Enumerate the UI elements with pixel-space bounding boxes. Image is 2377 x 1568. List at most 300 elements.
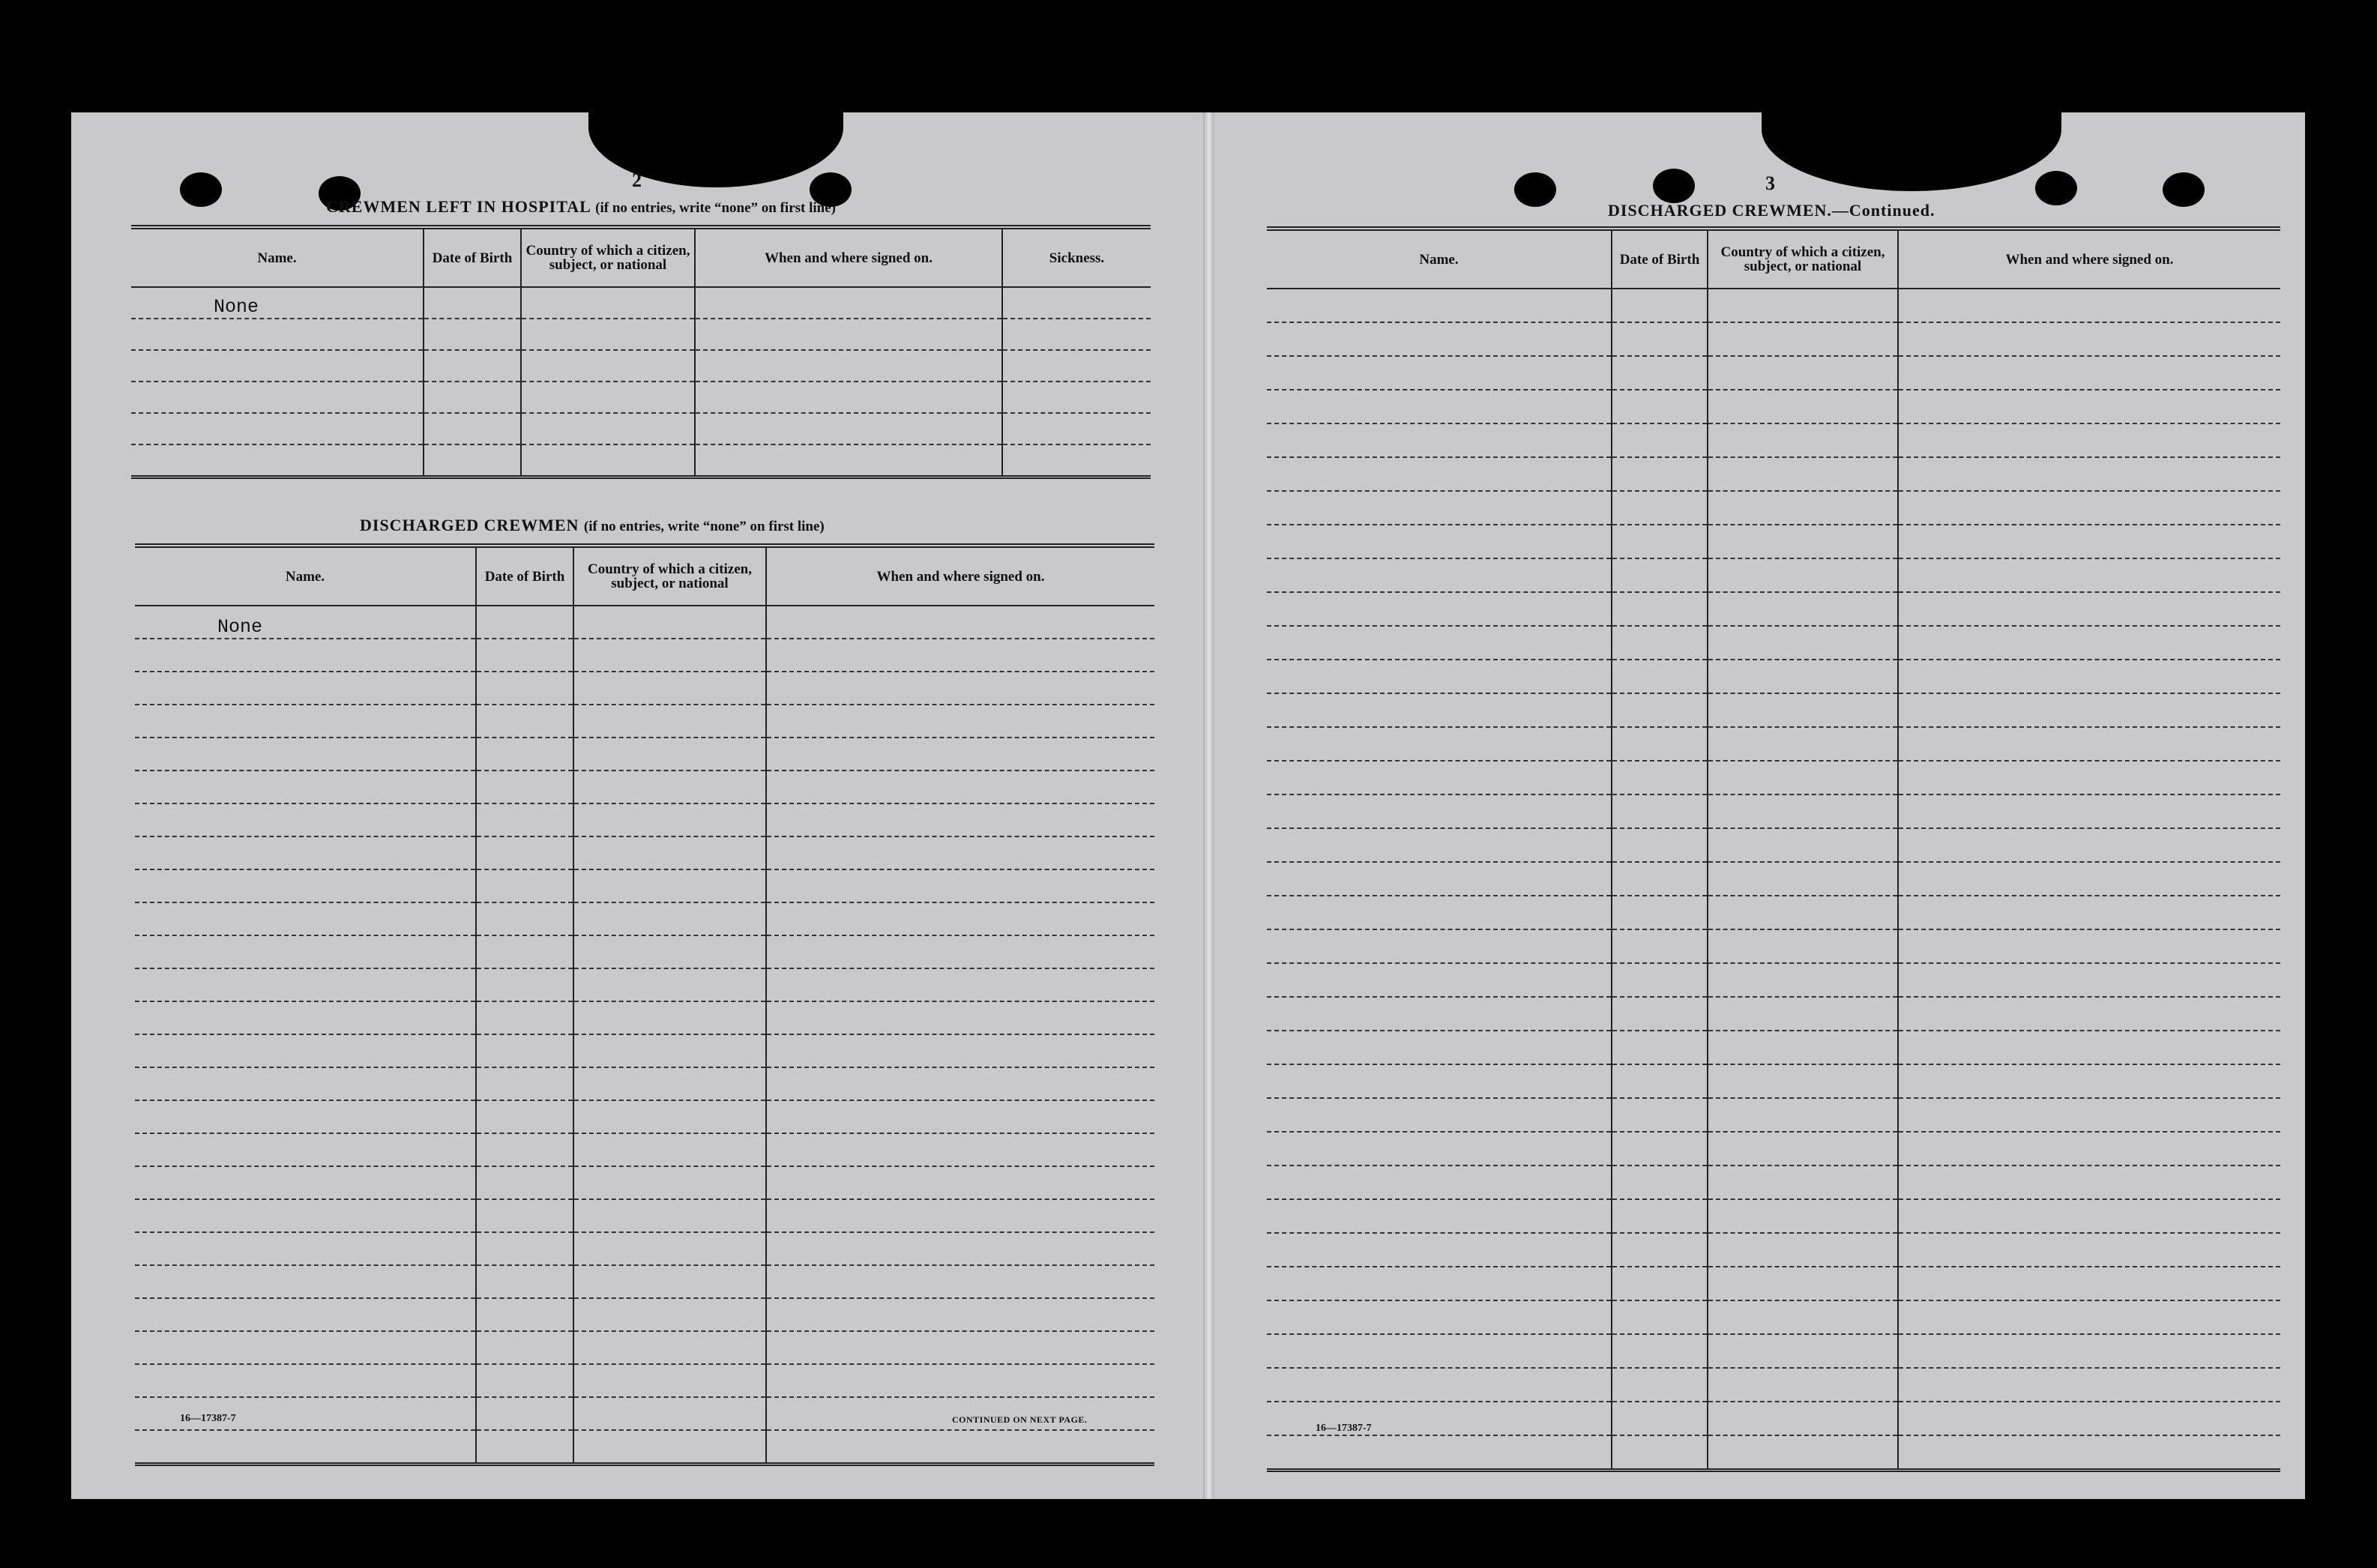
table-row bbox=[135, 869, 1154, 902]
table-cell bbox=[1898, 862, 2280, 896]
table-cell bbox=[573, 1331, 766, 1364]
table-cell bbox=[1267, 761, 1612, 794]
table-cell bbox=[766, 606, 1154, 639]
table-cell bbox=[1708, 1300, 1898, 1334]
table-cell bbox=[1267, 794, 1612, 828]
table-row bbox=[135, 1199, 1154, 1232]
table-cell bbox=[1898, 828, 2280, 862]
table-cell bbox=[695, 413, 1002, 444]
table-cell bbox=[1612, 862, 1708, 896]
table-cell bbox=[1002, 382, 1151, 413]
table-cell bbox=[424, 413, 521, 444]
table-cell bbox=[573, 1067, 766, 1100]
table-cell bbox=[766, 1430, 1154, 1465]
table-cell bbox=[1898, 626, 2280, 660]
table-cell bbox=[1267, 862, 1612, 896]
table-cell bbox=[1898, 963, 2280, 997]
table-cell bbox=[1708, 963, 1898, 997]
table-cell bbox=[1708, 929, 1898, 963]
table-cell bbox=[521, 413, 695, 444]
column-header: Date of Birth bbox=[476, 546, 573, 606]
table-cell bbox=[1898, 929, 2280, 963]
table-cell bbox=[1612, 390, 1708, 423]
table-cell bbox=[1267, 289, 1612, 322]
table-cell bbox=[135, 771, 476, 803]
table-cell bbox=[1708, 390, 1898, 423]
table-cell bbox=[695, 444, 1002, 477]
table-cell bbox=[1708, 1199, 1898, 1233]
table-cell bbox=[1002, 350, 1151, 382]
table-cell bbox=[766, 935, 1154, 968]
table-cell bbox=[573, 639, 766, 672]
table-cell bbox=[1002, 444, 1151, 477]
table-cell bbox=[135, 1001, 476, 1034]
table-cell bbox=[1612, 423, 1708, 457]
table-cell bbox=[135, 1166, 476, 1199]
table-cell bbox=[135, 902, 476, 935]
table-row bbox=[1267, 592, 2280, 626]
table-row bbox=[1267, 660, 2280, 693]
table-cell bbox=[766, 869, 1154, 902]
form-code: 16—17387-7 bbox=[1316, 1423, 1372, 1434]
table-cell bbox=[476, 738, 573, 771]
table-cell bbox=[135, 705, 476, 738]
table-cell bbox=[1898, 423, 2280, 457]
continued-section-title: DISCHARGED CREWMEN.—Continued. bbox=[1608, 201, 1935, 220]
binder-hole bbox=[1653, 169, 1695, 203]
table-cell bbox=[573, 1298, 766, 1331]
table-cell bbox=[1708, 761, 1898, 794]
table-cell bbox=[1267, 1098, 1612, 1132]
table-row bbox=[1267, 1267, 2280, 1300]
table-row bbox=[1267, 1300, 2280, 1334]
table-cell bbox=[1708, 1267, 1898, 1300]
table-cell bbox=[766, 771, 1154, 803]
table-row bbox=[1267, 862, 2280, 896]
table-cell bbox=[1708, 693, 1898, 727]
table-cell bbox=[766, 672, 1154, 705]
table-cell bbox=[1002, 413, 1151, 444]
column-header: Date of Birth bbox=[424, 227, 521, 287]
header-row bbox=[1267, 229, 2280, 289]
table-row bbox=[135, 902, 1154, 935]
table-row bbox=[1267, 322, 2280, 356]
table-row bbox=[1267, 828, 2280, 862]
table-row bbox=[1267, 289, 2280, 322]
table-cell bbox=[1612, 1064, 1708, 1098]
table-cell bbox=[1898, 1098, 2280, 1132]
table-row bbox=[135, 1298, 1154, 1331]
table-cell bbox=[573, 1001, 766, 1034]
table-cell bbox=[1898, 390, 2280, 423]
table-row bbox=[131, 350, 1151, 382]
table-cell bbox=[1708, 1166, 1898, 1199]
table-cell bbox=[1708, 997, 1898, 1031]
table-cell bbox=[135, 1298, 476, 1331]
table-cell bbox=[1612, 1132, 1708, 1166]
table-row bbox=[135, 836, 1154, 869]
table-cell bbox=[1708, 289, 1898, 322]
table-row bbox=[1267, 997, 2280, 1031]
table-cell bbox=[1898, 1368, 2280, 1402]
table-cell bbox=[1267, 322, 1612, 356]
table-cell bbox=[573, 705, 766, 738]
table-cell bbox=[695, 287, 1002, 319]
discharged-title-note: (if no entries, write “none” on first line) bbox=[583, 519, 825, 534]
table-cell bbox=[424, 350, 521, 382]
table-cell bbox=[1612, 1435, 1708, 1471]
table-cell bbox=[766, 1001, 1154, 1034]
table-row bbox=[131, 413, 1151, 444]
table-cell bbox=[1267, 828, 1612, 862]
table-row bbox=[1267, 1233, 2280, 1267]
table-cell bbox=[1898, 1233, 2280, 1267]
table-cell bbox=[1612, 1368, 1708, 1402]
table-row bbox=[131, 382, 1151, 413]
table-cell bbox=[135, 1100, 476, 1133]
table-row bbox=[1267, 1132, 2280, 1166]
table-cell bbox=[1708, 1031, 1898, 1064]
table-cell bbox=[476, 1133, 573, 1166]
table-cell bbox=[1708, 525, 1898, 558]
table-cell bbox=[476, 1166, 573, 1199]
table-cell bbox=[1002, 319, 1151, 350]
table-cell bbox=[424, 287, 521, 319]
table-row bbox=[1267, 1166, 2280, 1199]
table-cell bbox=[1612, 1199, 1708, 1233]
table-cell bbox=[766, 1166, 1154, 1199]
discharged-table bbox=[135, 543, 1154, 1466]
table-cell bbox=[573, 1364, 766, 1397]
table-cell bbox=[1898, 997, 2280, 1031]
column-header: When and where signed on. bbox=[695, 227, 1002, 287]
header-row bbox=[131, 227, 1151, 287]
table-cell bbox=[766, 1265, 1154, 1298]
table-cell bbox=[1612, 929, 1708, 963]
table-cell bbox=[135, 1232, 476, 1265]
page-number: 2 bbox=[632, 169, 642, 191]
table-row bbox=[135, 1133, 1154, 1166]
table-cell bbox=[1898, 794, 2280, 828]
table-cell bbox=[573, 1397, 766, 1430]
table-cell bbox=[766, 836, 1154, 869]
table-cell bbox=[1612, 1166, 1708, 1199]
table-cell bbox=[766, 968, 1154, 1001]
table-cell bbox=[1708, 558, 1898, 592]
table-row bbox=[131, 444, 1151, 477]
table-cell bbox=[476, 869, 573, 902]
table-row bbox=[1267, 423, 2280, 457]
hospital-title-note: (if no entries, write “none” on first line) bbox=[595, 200, 836, 216]
table-row bbox=[1267, 761, 2280, 794]
table-cell bbox=[1612, 1098, 1708, 1132]
table-cell bbox=[1708, 592, 1898, 626]
table-cell bbox=[1612, 761, 1708, 794]
table-row bbox=[135, 935, 1154, 968]
table-cell bbox=[476, 1199, 573, 1232]
column-header: When and where signed on. bbox=[766, 546, 1154, 606]
table-cell bbox=[1267, 727, 1612, 761]
column-header: Name. bbox=[131, 227, 424, 287]
table-row bbox=[131, 319, 1151, 350]
table-row bbox=[135, 606, 1154, 639]
table-cell bbox=[1898, 1031, 2280, 1064]
table-row bbox=[135, 639, 1154, 672]
table-row bbox=[1267, 1368, 2280, 1402]
table-row bbox=[1267, 896, 2280, 929]
table-row bbox=[135, 1232, 1154, 1265]
table-cell bbox=[1898, 558, 2280, 592]
discharged-title-text: DISCHARGED CREWMEN bbox=[360, 516, 579, 534]
table-cell bbox=[135, 1067, 476, 1100]
table-cell bbox=[135, 803, 476, 836]
page-tear bbox=[1762, 112, 2061, 191]
table-row bbox=[1267, 693, 2280, 727]
table-row bbox=[135, 1166, 1154, 1199]
table-cell bbox=[476, 1100, 573, 1133]
table-cell bbox=[1612, 997, 1708, 1031]
table-cell bbox=[135, 639, 476, 672]
table-row bbox=[135, 803, 1154, 836]
table-cell bbox=[1612, 1267, 1708, 1300]
table-cell bbox=[1898, 491, 2280, 525]
table-cell bbox=[135, 1034, 476, 1067]
table-cell bbox=[1898, 727, 2280, 761]
table-row bbox=[1267, 525, 2280, 558]
table-cell bbox=[1612, 558, 1708, 592]
table-cell bbox=[766, 1100, 1154, 1133]
table-row bbox=[1267, 794, 2280, 828]
table-cell bbox=[521, 382, 695, 413]
table-row bbox=[135, 771, 1154, 803]
table-row bbox=[135, 1034, 1154, 1067]
table-cell bbox=[766, 1133, 1154, 1166]
table-cell bbox=[476, 968, 573, 1001]
table-cell bbox=[1708, 1435, 1898, 1471]
table-cell bbox=[766, 705, 1154, 738]
table-cell bbox=[131, 350, 424, 382]
table-cell bbox=[476, 1001, 573, 1034]
table-cell bbox=[1612, 491, 1708, 525]
table-cell bbox=[766, 1067, 1154, 1100]
table-cell bbox=[476, 836, 573, 869]
table-cell bbox=[1898, 525, 2280, 558]
table-row bbox=[1267, 558, 2280, 592]
table-cell bbox=[1898, 660, 2280, 693]
table-cell bbox=[424, 319, 521, 350]
table-cell bbox=[573, 968, 766, 1001]
table-cell bbox=[1708, 660, 1898, 693]
table-cell bbox=[1708, 1402, 1898, 1435]
left-page bbox=[71, 112, 1203, 1499]
table-row bbox=[1267, 626, 2280, 660]
table-cell bbox=[1267, 1435, 1612, 1471]
table-cell bbox=[1267, 491, 1612, 525]
table-row bbox=[1267, 491, 2280, 525]
table-cell bbox=[573, 606, 766, 639]
table-cell: None bbox=[135, 606, 476, 639]
table-cell bbox=[131, 319, 424, 350]
table-cell bbox=[131, 382, 424, 413]
table-cell bbox=[1898, 1199, 2280, 1233]
table-cell bbox=[1898, 322, 2280, 356]
hospital-table bbox=[131, 225, 1151, 479]
table-cell bbox=[1612, 660, 1708, 693]
table-cell bbox=[1898, 1300, 2280, 1334]
table-cell bbox=[1612, 693, 1708, 727]
table-cell bbox=[1898, 896, 2280, 929]
table-cell bbox=[1898, 457, 2280, 491]
table-cell bbox=[1708, 356, 1898, 390]
column-header: Country of which a citizen, subject, or national bbox=[573, 546, 766, 606]
table-cell bbox=[135, 968, 476, 1001]
table-cell bbox=[1898, 1334, 2280, 1368]
table-cell bbox=[1267, 525, 1612, 558]
table-cell bbox=[1708, 626, 1898, 660]
table-cell bbox=[476, 1397, 573, 1430]
table-row bbox=[135, 1265, 1154, 1298]
table-row bbox=[1267, 1435, 2280, 1471]
table-cell bbox=[1612, 1300, 1708, 1334]
column-header: Name. bbox=[1267, 229, 1612, 289]
table-cell bbox=[1267, 1300, 1612, 1334]
table-cell bbox=[1612, 525, 1708, 558]
table-cell bbox=[573, 836, 766, 869]
table-cell bbox=[476, 705, 573, 738]
table-row bbox=[135, 672, 1154, 705]
table-row bbox=[135, 968, 1154, 1001]
column-header: Date of Birth bbox=[1612, 229, 1708, 289]
table-cell bbox=[135, 738, 476, 771]
table-row bbox=[1267, 356, 2280, 390]
table-cell bbox=[1612, 828, 1708, 862]
table-cell bbox=[476, 639, 573, 672]
table-cell bbox=[1267, 1031, 1612, 1064]
table-row bbox=[135, 1001, 1154, 1034]
table-cell bbox=[1612, 1233, 1708, 1267]
table-cell bbox=[1708, 457, 1898, 491]
table-row bbox=[1267, 390, 2280, 423]
table-cell bbox=[1898, 289, 2280, 322]
table-row bbox=[1267, 929, 2280, 963]
page-tear bbox=[588, 112, 843, 187]
discharged-section-title bbox=[360, 516, 825, 535]
table-cell bbox=[1612, 1031, 1708, 1064]
table-cell bbox=[476, 771, 573, 803]
table-row bbox=[135, 1430, 1154, 1465]
table-cell bbox=[135, 1430, 476, 1465]
table-cell bbox=[695, 350, 1002, 382]
table-cell bbox=[1708, 828, 1898, 862]
table-cell bbox=[1267, 1233, 1612, 1267]
table-cell bbox=[1267, 1368, 1612, 1402]
table-cell bbox=[476, 1364, 573, 1397]
table-cell bbox=[135, 1199, 476, 1232]
table-cell bbox=[476, 1331, 573, 1364]
table-cell bbox=[1898, 1402, 2280, 1435]
table-cell bbox=[1612, 289, 1708, 322]
table-cell bbox=[424, 444, 521, 477]
right-page bbox=[1214, 112, 2305, 1499]
table-cell bbox=[521, 444, 695, 477]
column-header: Country of which a citizen, subject, or national bbox=[521, 227, 695, 287]
binder-hole bbox=[1514, 172, 1556, 207]
table-cell bbox=[1612, 1402, 1708, 1435]
table-cell bbox=[1898, 1267, 2280, 1300]
table-cell bbox=[131, 413, 424, 444]
table-cell bbox=[766, 1034, 1154, 1067]
table-cell bbox=[135, 1265, 476, 1298]
table-cell bbox=[1612, 356, 1708, 390]
table-cell bbox=[1612, 727, 1708, 761]
table-cell bbox=[1612, 1334, 1708, 1368]
table-cell bbox=[135, 1133, 476, 1166]
hospital-title-text: CREWMEN LEFT IN HOSPITAL bbox=[326, 197, 591, 216]
table-cell bbox=[1898, 356, 2280, 390]
table-cell bbox=[1267, 963, 1612, 997]
table-cell bbox=[1267, 1199, 1612, 1233]
table-row bbox=[1267, 727, 2280, 761]
table-cell bbox=[1267, 660, 1612, 693]
table-row bbox=[135, 738, 1154, 771]
table-cell bbox=[1708, 727, 1898, 761]
continued-note: CONTINUED ON NEXT PAGE. bbox=[952, 1414, 1088, 1425]
table-row bbox=[1267, 963, 2280, 997]
table-cell bbox=[476, 1265, 573, 1298]
table-cell bbox=[476, 803, 573, 836]
table-cell bbox=[135, 836, 476, 869]
table-cell bbox=[1267, 592, 1612, 626]
table-cell bbox=[573, 1430, 766, 1465]
table-cell bbox=[135, 869, 476, 902]
table-cell bbox=[135, 672, 476, 705]
column-header: When and where signed on. bbox=[1898, 229, 2280, 289]
table-cell bbox=[1708, 1368, 1898, 1402]
page-fold bbox=[1203, 112, 1214, 1499]
table-cell bbox=[573, 672, 766, 705]
table-cell bbox=[1898, 693, 2280, 727]
table-cell bbox=[766, 902, 1154, 935]
table-cell bbox=[1267, 1267, 1612, 1300]
binder-hole bbox=[2163, 172, 2205, 207]
table-cell bbox=[1708, 1132, 1898, 1166]
table-cell bbox=[521, 287, 695, 319]
table-cell bbox=[135, 935, 476, 968]
table-cell bbox=[573, 1133, 766, 1166]
table-cell bbox=[573, 803, 766, 836]
table-cell bbox=[573, 738, 766, 771]
table-cell bbox=[1267, 1334, 1612, 1368]
table-row bbox=[1267, 1098, 2280, 1132]
page-number: 3 bbox=[1765, 172, 1775, 194]
table-row bbox=[1267, 1402, 2280, 1435]
discharged-continued-table bbox=[1267, 226, 2280, 1472]
table-row bbox=[135, 1364, 1154, 1397]
table-row bbox=[1267, 1031, 2280, 1064]
hospital-section-title bbox=[326, 197, 836, 217]
table-row bbox=[135, 1331, 1154, 1364]
table-cell bbox=[1612, 896, 1708, 929]
table-cell bbox=[573, 1232, 766, 1265]
table-cell bbox=[476, 1430, 573, 1465]
table-cell bbox=[1708, 1233, 1898, 1267]
table-cell bbox=[1898, 761, 2280, 794]
table-cell bbox=[1267, 558, 1612, 592]
table-cell bbox=[1898, 1435, 2280, 1471]
table-cell bbox=[424, 382, 521, 413]
table-row bbox=[1267, 1334, 2280, 1368]
table-cell bbox=[1612, 963, 1708, 997]
